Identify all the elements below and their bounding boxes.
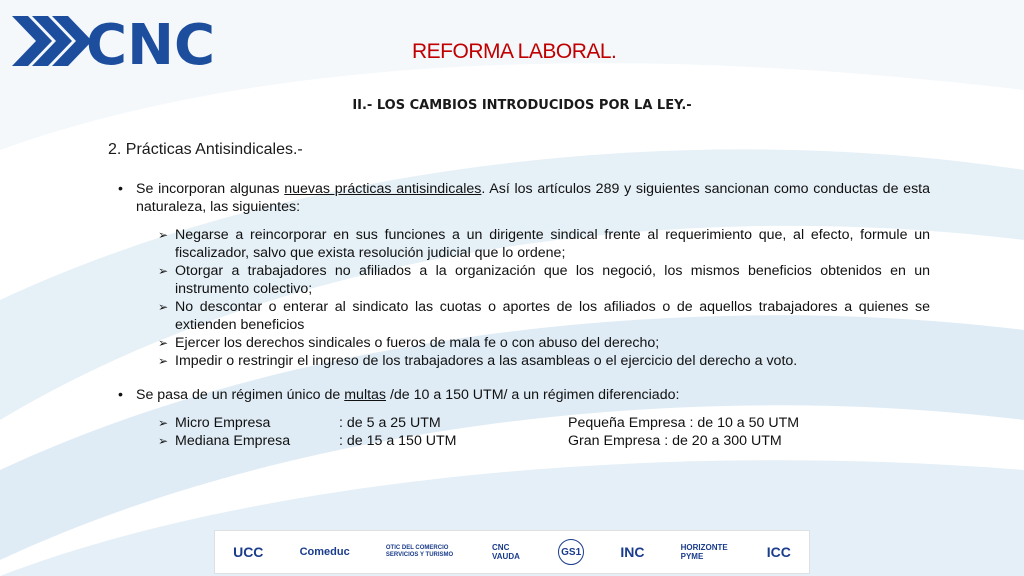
svg-text:CNC: CNC [86, 13, 216, 72]
fines-table [118, 414, 930, 450]
list-item: ➢ Negarse a reincorporar en sus funciones a un dirigente sindical frente al requerimiento que, al efecto, formule un fiscalizador, salvo que exista resolución judicial que lo ordene; [158, 227, 930, 261]
arrow-bullet-icon: ➢ [158, 434, 169, 448]
cnc-vauda-logo: CNC VAUDA [492, 543, 520, 561]
horizonte-pyme-logo: HORIZONTE PYME [680, 543, 728, 561]
list-item: ➢ Ejercer los derechos sindicales o fueros de mala fe o con abuso del derecho; [158, 335, 660, 351]
arrow-bullet-icon: ➢ [158, 228, 169, 242]
arrow-bullet-icon: ➢ [158, 336, 169, 350]
fines-row: ➢ Micro Empresa : de 5 a 25 UTM Pequeña Empresa : de 10 a 50 UTM [158, 415, 800, 431]
list-item: ➢ No descontar o enterar al sindicato las cuotas o aportes de los afiliados o de aquellos trabajadores a quienes se extienden beneficios [158, 299, 930, 333]
arrow-bullet-icon: ➢ [158, 354, 169, 368]
underlined-phrase: nuevas prácticas antisindicales [284, 181, 482, 197]
otic-logo: OTIC DEL COMERCIO SERVICIOS Y TURISMO [385, 545, 454, 558]
footer-logo-strip [214, 530, 810, 574]
arrow-bullet-icon: ➢ [158, 300, 169, 314]
bullet-multas: • Se pasa de un régimen único de multas /de 10 a 150 UTM/ a un régimen diferenciado: [118, 386, 930, 404]
arrow-bullet-icon: ➢ [158, 264, 169, 278]
arrow-bullet-icon: ➢ [158, 416, 169, 430]
comeduc-logo: Comeduc [299, 546, 350, 558]
section-title: 2. Prácticas Antisindicales.- [108, 141, 303, 158]
underlined-multas: multas [344, 387, 387, 403]
bullet-practicas: • Se incorporan algunas nuevas prácticas antisindicales. Así los artículos 289 y siguientes sancionan como conductas de esta naturaleza, las siguientes: [118, 180, 930, 216]
subtitle: II.- LOS CAMBIOS INTRODUCIDOS POR LA LEY.- [352, 98, 692, 113]
content-body [118, 180, 930, 450]
list-item: ➢ Otorgar a trabajadores no afiliados a la organización que los negoció, los mismos beneficios obtenidos en un instrumento colectivo; [158, 263, 930, 297]
icc-logo: ICC [766, 544, 791, 560]
page-title: REFORMA LABORAL. [412, 40, 617, 63]
gs1-logo: GS1 [558, 539, 584, 565]
list-item: ➢ Impedir o restringir el ingreso de los trabajadores a las asambleas o el ejercicio del derecho a voto. [158, 353, 798, 369]
practices-list [118, 226, 930, 370]
fines-row: ➢ Mediana Empresa : de 15 a 150 UTM Gran Empresa : de 20 a 300 UTM [158, 433, 782, 449]
inc-logo: INC [620, 544, 645, 560]
ucc-logo: UCC [233, 544, 264, 560]
cnc-logo [6, 10, 246, 72]
